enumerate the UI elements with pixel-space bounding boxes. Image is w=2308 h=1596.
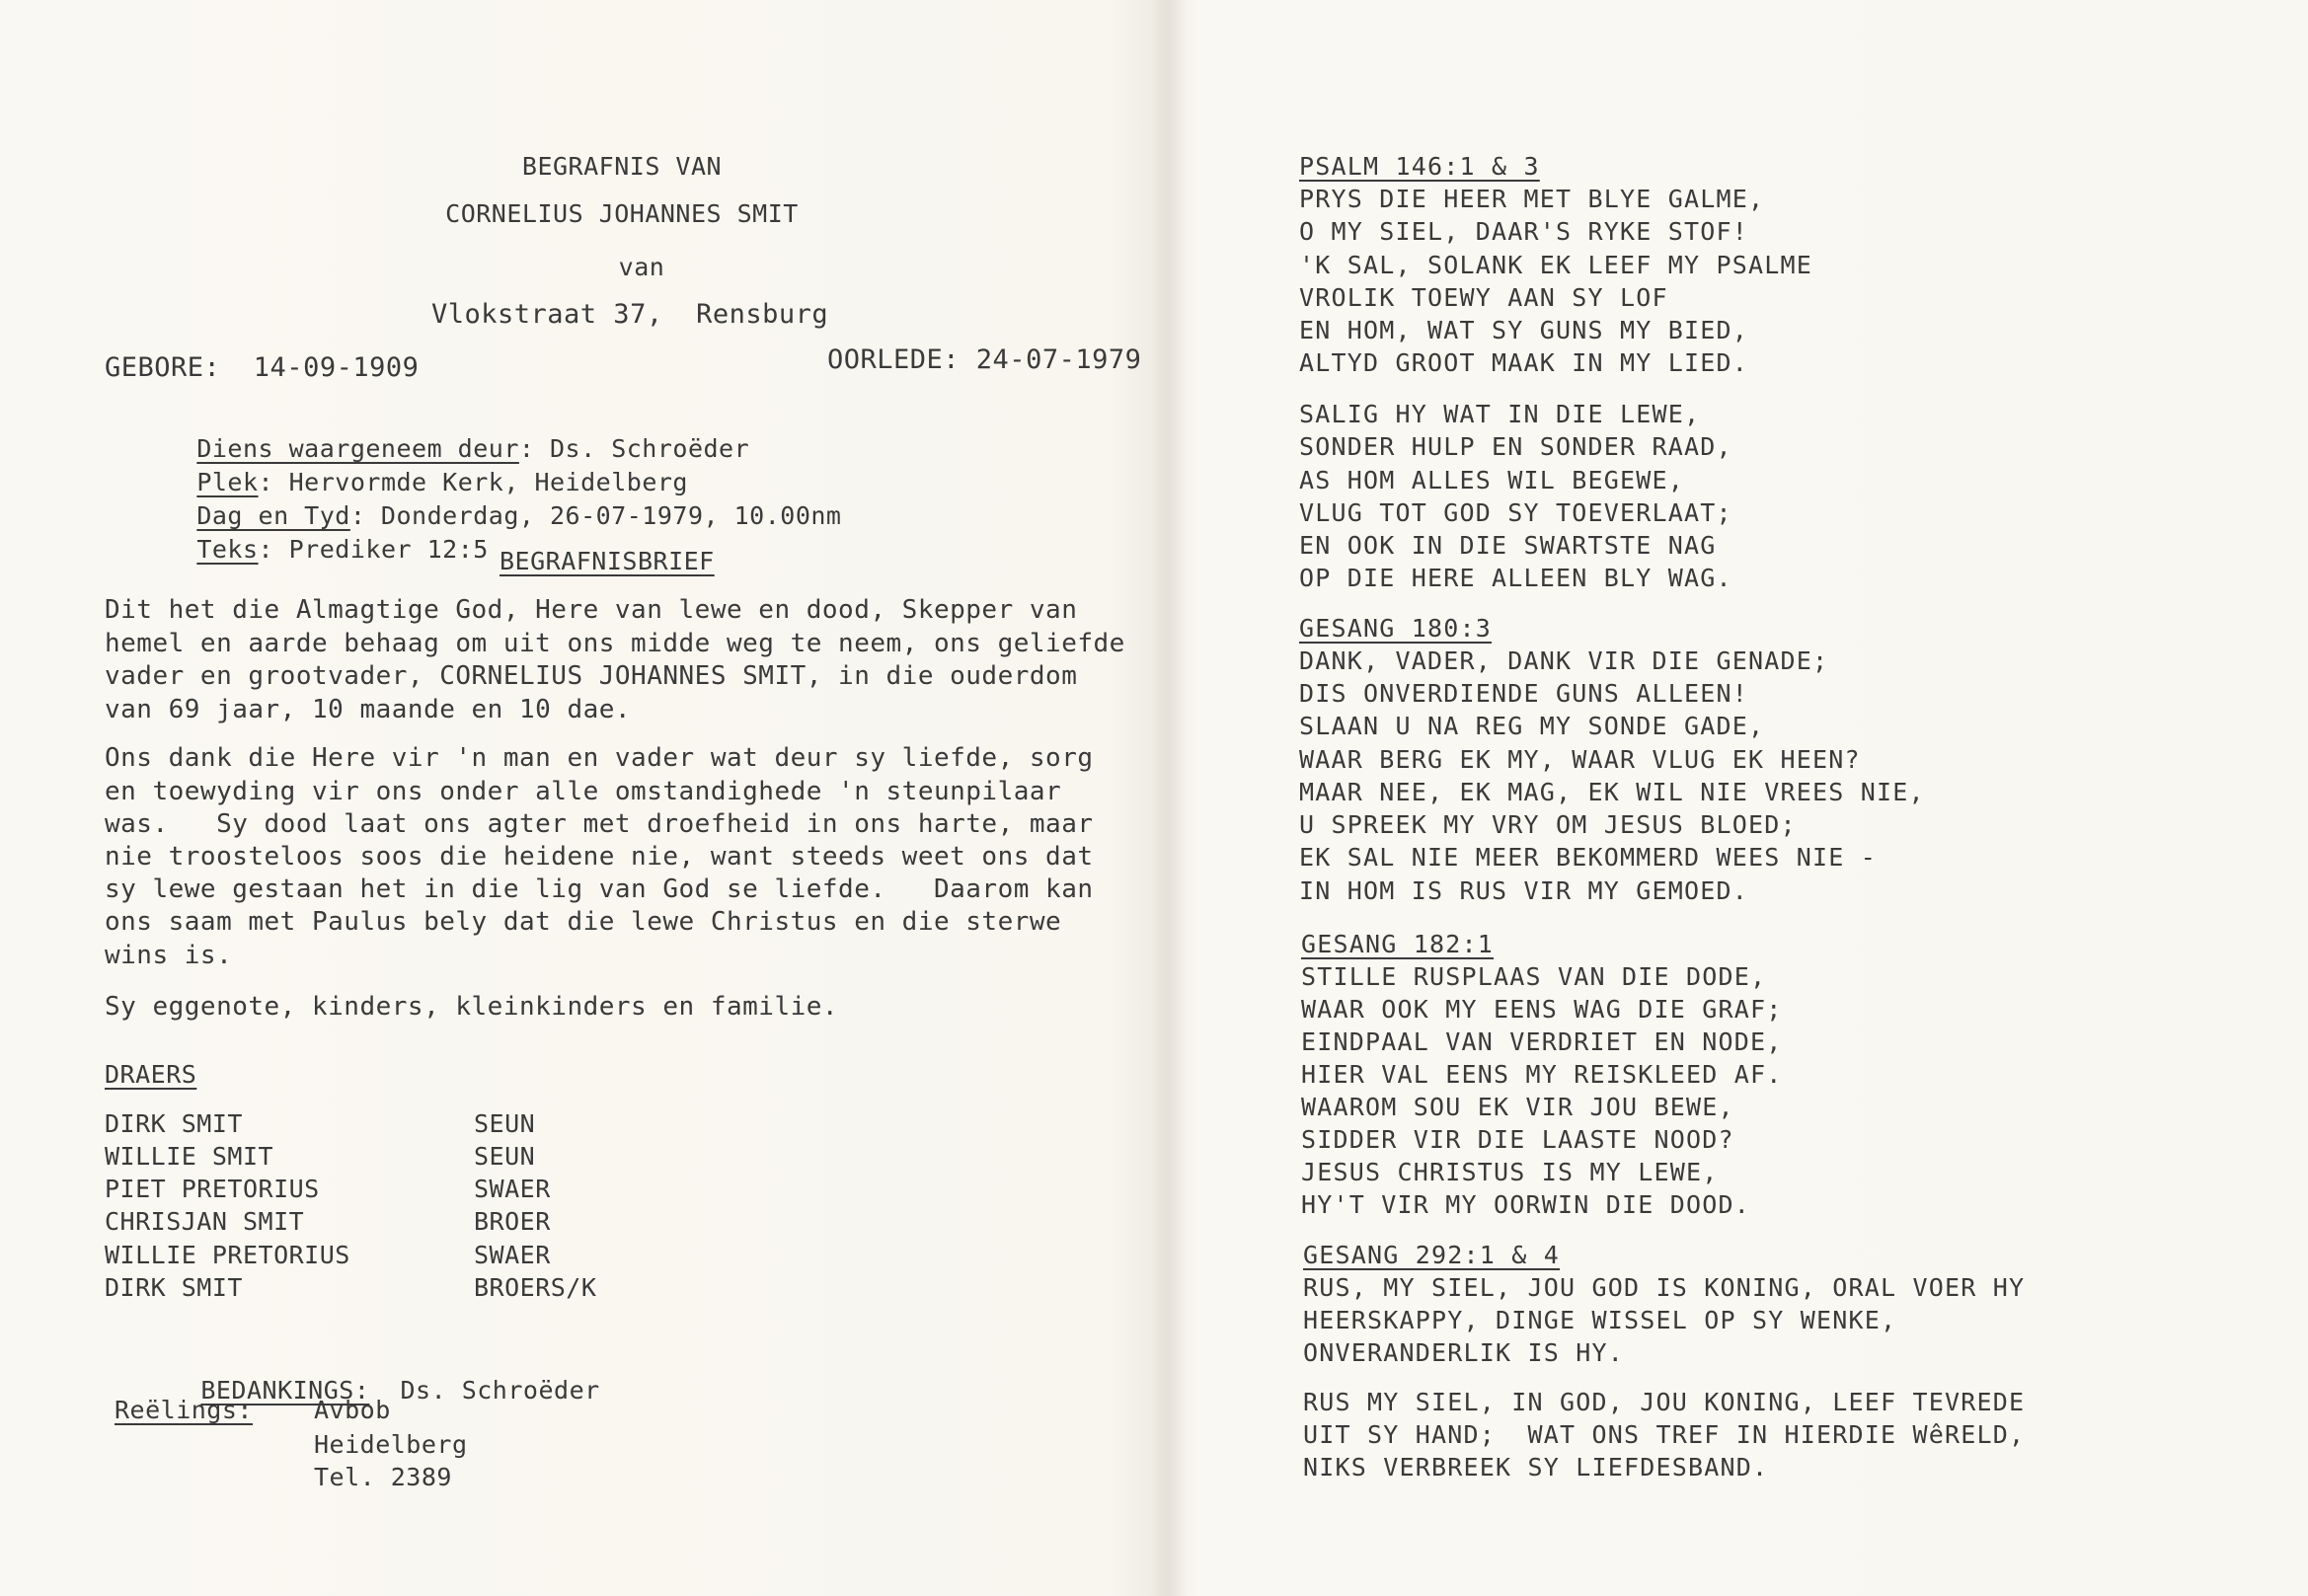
bearer-name: DIRK SMIT: [105, 1109, 243, 1138]
bearer-name: PIET PRETORIUS: [105, 1175, 320, 1203]
hymn-line: EN HOM, WAT SY GUNS MY BIED,: [1299, 316, 1749, 344]
hymn-line: SALIG HY WAT IN DIE LEWE,: [1299, 400, 1701, 428]
bearer-name: CHRISJAN SMIT: [105, 1207, 305, 1236]
hymn-line: IN HOM IS RUS VIR MY GEMOED.: [1299, 876, 1749, 905]
para2-line-7: wins is.: [105, 941, 233, 970]
datetime-label: Dag en Tyd: [196, 501, 350, 530]
hymn-line: UIT SY HAND; WAT ONS TREF IN HIERDIE WêRELD,: [1303, 1420, 2026, 1449]
hymn-line: SIDDER VIR DIE LAASTE NOOD?: [1301, 1125, 1734, 1154]
place-label: Plek: [196, 468, 259, 496]
para2-line-6: ons saam met Paulus bely dat die lewe Christus en die sterwe: [105, 907, 1062, 937]
bearer-relation: SWAER: [474, 1175, 551, 1203]
hymn-line: WAAR OOK MY EENS WAG DIE GRAF;: [1301, 995, 1783, 1024]
officiant-value: : Ds. Schroëder: [518, 434, 750, 463]
hymn-heading: PSALM 146:1 & 3: [1299, 152, 1540, 181]
text-value: : Prediker 12:5: [258, 535, 489, 564]
arrangements-line-3: Tel. 2389: [314, 1463, 452, 1491]
bearers-heading: DRAERS: [105, 1060, 197, 1089]
hymn-line: MAAR NEE, EK MAG, EK WIL NIE VREES NIE,: [1299, 778, 1925, 806]
death-date: OORLEDE: 24-07-1979: [827, 344, 1142, 375]
hymn-line: JESUS CHRISTUS IS MY LEWE,: [1301, 1158, 1719, 1186]
para2-line-1: Ons dank die Here vir 'n man en vader wat deur sy liefde, sorg: [105, 743, 1094, 773]
hymn-line: WAAR BERG EK MY, WAAR VLUG EK HEEN?: [1299, 745, 1861, 774]
para2-line-3: was. Sy dood laat ons agter met droefheid in ons harte, maar: [105, 809, 1094, 839]
arrangements-label: Reëlings:: [115, 1396, 253, 1424]
hymn-line: HEERSKAPPY, DINGE WISSEL OP SY WENKE,: [1303, 1306, 1897, 1334]
hymn-line: EN OOK IN DIE SWARTSTE NAG: [1299, 531, 1717, 560]
hymn-line: EK SAL NIE MEER BEKOMMERD WEES NIE -: [1299, 843, 1878, 872]
hymn-line: WAAROM SOU EK VIR JOU BEWE,: [1301, 1093, 1734, 1121]
hymn-line: OP DIE HERE ALLEEN BLY WAG.: [1299, 564, 1732, 592]
hymn-heading: GESANG 292:1 & 4: [1303, 1241, 1561, 1269]
bearer-relation: SEUN: [474, 1142, 536, 1171]
para1-line-2: hemel en aarde behaag om uit ons midde weg te neem, ons geliefde: [105, 629, 1125, 658]
para1-line-1: Dit het die Almagtige God, Here van lewe en dood, Skepper van: [105, 595, 1078, 625]
bearer-name: WILLIE SMIT: [105, 1142, 274, 1171]
hymn-line: AS HOM ALLES WIL BEGEWE,: [1299, 466, 1685, 494]
hymn-line: O MY SIEL, DAAR'S RYKE STOF!: [1299, 217, 1749, 246]
hymn-heading: GESANG 182:1: [1301, 930, 1495, 958]
hymn-line: 'K SAL, SOLANK EK LEEF MY PSALME: [1299, 251, 1813, 279]
para2-line-2: en toewyding vir ons onder alle omstandighede 'n steunpilaar: [105, 777, 1062, 806]
hymn-line: PRYS DIE HEER MET BLYE GALME,: [1299, 185, 1765, 213]
hymn-line: EINDPAAL VAN VERDRIET EN NODE,: [1301, 1027, 1783, 1056]
hymn-line: SLAAN U NA REG MY SONDE GADE,: [1299, 712, 1765, 740]
bearer-name: WILLIE PRETORIUS: [105, 1241, 350, 1269]
hymn-line: ALTYD GROOT MAAK IN MY LIED.: [1299, 348, 1749, 377]
hymn-heading: GESANG 180:3: [1299, 614, 1493, 643]
family-line: Sy eggenote, kinders, kleinkinders en familie.: [105, 992, 839, 1022]
bearer-relation: BROER: [474, 1207, 551, 1236]
hymn-line: U SPREEK MY VRY OM JESUS BLOED;: [1299, 810, 1797, 839]
hymn-line: RUS MY SIEL, IN GOD, JOU KONING, LEEF TEVREDE: [1303, 1388, 2026, 1416]
bearer-name: DIRK SMIT: [105, 1273, 243, 1302]
address: Vlokstraat 37, Rensburg: [431, 299, 829, 330]
page-fold: [1151, 0, 1187, 1596]
birth-date: GEBORE: 14-09-1909: [105, 352, 420, 383]
hymn-line: SONDER HULP EN SONDER RAAD,: [1299, 432, 1732, 461]
para2-line-4: nie troosteloos soos die heidene nie, want steeds weet ons dat: [105, 842, 1094, 872]
hymn-line: HIER VAL EENS MY REISKLEED AF.: [1301, 1060, 1783, 1089]
bearer-relation: SEUN: [474, 1109, 536, 1138]
hymn-line: HY'T VIR MY OORWIN DIE DOOD.: [1301, 1190, 1751, 1219]
para1-line-4: van 69 jaar, 10 maande en 10 dae.: [105, 695, 632, 724]
hymn-line: VLUG TOT GOD SY TOEVERLAAT;: [1299, 498, 1732, 527]
bearer-relation: BROERS/K: [474, 1273, 597, 1302]
thanks-label: BEDANKINGS:: [200, 1376, 370, 1405]
bearer-relation: SWAER: [474, 1241, 551, 1269]
hymn-line: STILLE RUSPLAAS VAN DIE DODE,: [1301, 962, 1767, 991]
hymn-line: RUS, MY SIEL, JOU GOD IS KONING, ORAL VOER HY: [1303, 1273, 2026, 1302]
arrangements-line-1: Avbob: [314, 1396, 391, 1424]
hymn-line: ONVERANDERLIK IS HY.: [1303, 1338, 1625, 1367]
letter-heading: BEGRAFNISBRIEF: [500, 547, 715, 575]
officiant-label: Diens waargeneem deur: [196, 434, 519, 463]
para1-line-3: vader en grootvader, CORNELIUS JOHANNES SMIT, in die ouderdom: [105, 661, 1078, 691]
arrangements-line-2: Heidelberg: [314, 1430, 468, 1459]
datetime-value: : Donderdag, 26-07-1979, 10.00nm: [349, 501, 842, 530]
service-text: [105, 499, 489, 600]
hymn-line: NIKS VERBREEK SY LIEFDESBAND.: [1303, 1453, 1769, 1482]
thanks-value: Ds. Schroëder: [400, 1376, 600, 1405]
text-label: Teks: [196, 535, 259, 564]
title-line-1: BEGRAFNIS VAN: [521, 152, 723, 181]
hymn-line: DIS ONVERDIENDE GUNS ALLEEN!: [1299, 679, 1749, 708]
deceased-name: CORNELIUS JOHANNES SMIT: [445, 199, 799, 228]
place-value: : Hervormde Kerk, Heidelberg: [258, 468, 688, 496]
para2-line-5: sy lewe gestaan het in die lig van God se liefde. Daarom kan: [105, 874, 1094, 904]
hymn-line: DANK, VADER, DANK VIR DIE GENADE;: [1299, 646, 1829, 675]
hymn-line: VROLIK TOEWY AAN SY LOF: [1299, 283, 1668, 312]
title-line-3: van: [618, 253, 665, 281]
